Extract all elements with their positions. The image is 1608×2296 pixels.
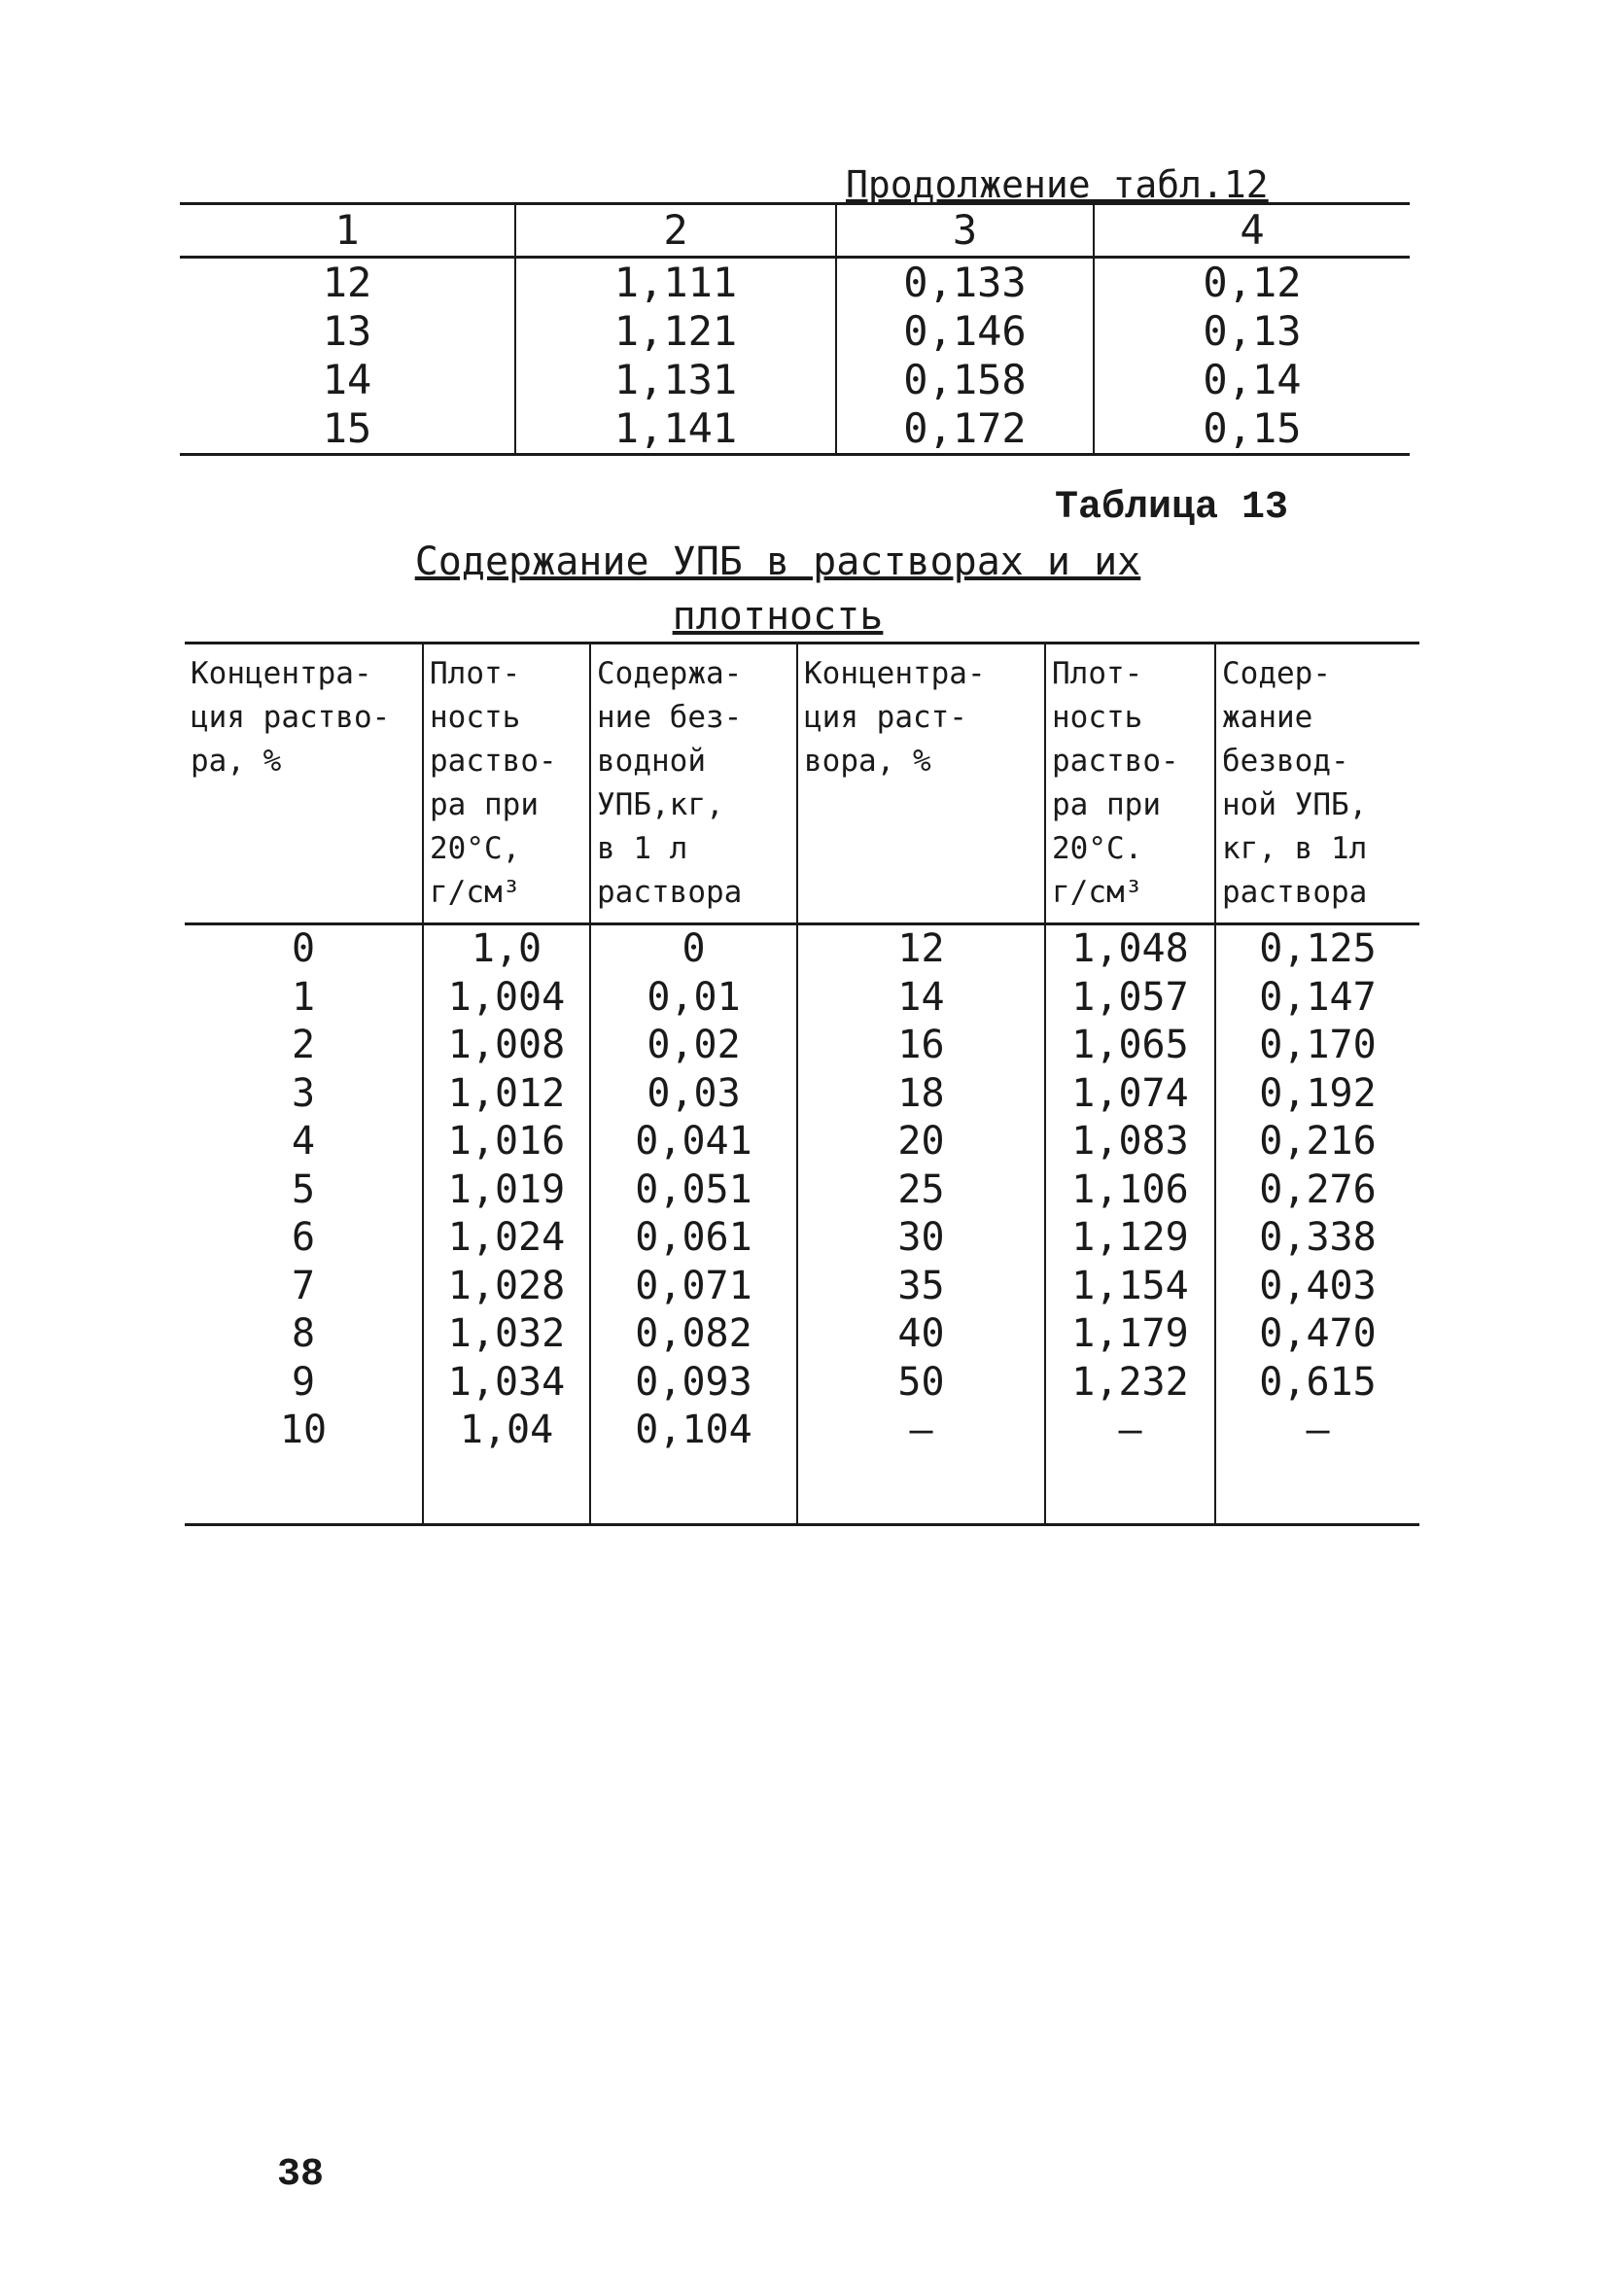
table-cell — [1215, 1455, 1419, 1525]
table-cell: 12 — [797, 924, 1045, 974]
column-header-line: вора, % — [804, 744, 931, 779]
table-cell: 0,071 — [590, 1263, 797, 1311]
table-row — [185, 1022, 1419, 1070]
table-cell: 0,338 — [1215, 1214, 1419, 1263]
table-header-row — [180, 204, 1410, 258]
column-header-line: ра при — [1052, 787, 1161, 822]
column-header-line: водной — [597, 744, 706, 779]
table-cell: 0,192 — [1215, 1070, 1419, 1119]
column-header: 3 — [836, 204, 1094, 258]
column-header: 2 — [515, 204, 836, 258]
column-header — [590, 644, 797, 924]
table-cell: 1,0 — [423, 924, 590, 974]
table-cell: 35 — [797, 1263, 1045, 1311]
table-cell: 25 — [797, 1166, 1045, 1215]
table-cell: 1,179 — [1045, 1310, 1215, 1359]
column-header-line: Содержа- — [597, 656, 743, 691]
table-row — [185, 1359, 1419, 1408]
column-header-line: г/см³ — [430, 875, 521, 910]
table-cell: 6 — [291, 1215, 316, 1260]
table-cell: 1,024 — [423, 1214, 590, 1263]
column-header-line: ность — [1052, 700, 1143, 735]
table-cell: 0,093 — [590, 1359, 797, 1408]
column-header-line: раствора — [1222, 875, 1368, 910]
table-cell: 0,01 — [590, 974, 797, 1023]
column-header-line: Концентра- — [191, 656, 372, 691]
table-row — [180, 404, 1410, 455]
column-header-line: ние без- — [597, 700, 743, 735]
table-cell: 0,104 — [590, 1407, 797, 1455]
column-header-line: УПБ,кг, — [597, 787, 724, 822]
table-cell — [185, 1455, 423, 1525]
table-cell — [423, 1455, 590, 1525]
table-cell: 1,121 — [515, 307, 836, 356]
column-header-line: раство- — [430, 744, 557, 779]
table-cell: 0,158 — [836, 356, 1094, 404]
column-header — [1045, 644, 1215, 924]
table-cell: — — [797, 1407, 1045, 1455]
table-cell — [797, 1455, 1045, 1525]
table-cell: 0,02 — [590, 1022, 797, 1070]
table-cell: 0,276 — [1215, 1166, 1419, 1215]
table-row — [185, 1070, 1419, 1119]
column-header-line: безвод- — [1222, 744, 1349, 779]
table-cell: 0,470 — [1215, 1310, 1419, 1359]
table-cell: 0,14 — [1094, 356, 1410, 404]
table-cell: 0 — [291, 926, 316, 971]
table-cell: 30 — [797, 1214, 1045, 1263]
table-header-row — [185, 644, 1419, 924]
column-header: 1 — [180, 204, 515, 258]
column-header-line: ция раство- — [191, 700, 391, 735]
table-cell: 0,051 — [590, 1166, 797, 1215]
table-cell: 1,106 — [1045, 1166, 1215, 1215]
table-cell: 14 — [322, 356, 372, 403]
table-cell: 1,048 — [1045, 924, 1215, 974]
table-cell: 7 — [291, 1263, 316, 1308]
column-header-line: 20°С, — [430, 831, 521, 866]
table-cell: 1,074 — [1045, 1070, 1215, 1119]
table-cell: 0 — [590, 924, 797, 974]
table-cell: 14 — [797, 974, 1045, 1023]
table-cell: 1,016 — [423, 1118, 590, 1166]
table-cell: 1,129 — [1045, 1214, 1215, 1263]
table-cell: 0,216 — [1215, 1118, 1419, 1166]
column-header-line: Плот- — [1052, 656, 1143, 691]
table-cell: 0,082 — [590, 1310, 797, 1359]
table-cell: 1,04 — [423, 1407, 590, 1455]
table-row — [185, 974, 1419, 1023]
column-header: 4 — [1094, 204, 1410, 258]
column-header-line: в 1 л — [597, 831, 688, 866]
table-cell: 0,172 — [836, 404, 1094, 455]
table-cell: 1,141 — [515, 404, 836, 455]
column-header-line: ра при — [430, 787, 539, 822]
table-cell: 18 — [797, 1070, 1045, 1119]
column-header-line: ция раст- — [804, 700, 967, 735]
table-cell: 10 — [279, 1408, 328, 1452]
table-cell: 1,019 — [423, 1166, 590, 1215]
table13-label: Таблица 13 — [1055, 486, 1289, 530]
table-cell: 0,03 — [590, 1070, 797, 1119]
table-cell: 0,403 — [1215, 1263, 1419, 1311]
table-cell: 0,041 — [590, 1118, 797, 1166]
table-cell: 4 — [291, 1119, 316, 1164]
table-cell: 0,13 — [1094, 307, 1410, 356]
table-cell: 1,083 — [1045, 1118, 1215, 1166]
table-cell: 1,154 — [1045, 1263, 1215, 1311]
column-header-line: Плот- — [430, 656, 521, 691]
column-header — [423, 644, 590, 924]
page-number: 38 — [277, 2153, 325, 2197]
table-cell: 0,061 — [590, 1214, 797, 1263]
column-header-line: раствора — [597, 875, 743, 910]
table-cell: 1,034 — [423, 1359, 590, 1408]
table-cell: 1,057 — [1045, 974, 1215, 1023]
table-cell: 16 — [797, 1022, 1045, 1070]
table-row — [185, 1263, 1419, 1311]
column-header-line: ра, % — [191, 744, 282, 779]
column-header-line: 20°С. — [1052, 831, 1143, 866]
column-header-line: раство- — [1052, 744, 1179, 779]
table-13 — [185, 642, 1419, 1526]
table-cell: 1,004 — [423, 974, 590, 1023]
table-cell: 1,032 — [423, 1310, 590, 1359]
table-cell: 1 — [291, 974, 316, 1020]
table-cell: 1,065 — [1045, 1022, 1215, 1070]
column-header-line: кг, в 1л — [1222, 831, 1368, 866]
table-row — [180, 356, 1410, 404]
table-cell: 50 — [797, 1359, 1045, 1408]
table-cell: 20 — [797, 1118, 1045, 1166]
table-cell — [590, 1455, 797, 1525]
table-row — [185, 1310, 1419, 1359]
table-row — [180, 258, 1410, 308]
table-cell: 0,15 — [1094, 404, 1410, 455]
table-row — [185, 924, 1419, 974]
table-cell: 12 — [322, 259, 372, 306]
table-cell: 1,232 — [1045, 1359, 1215, 1408]
column-header-line: Концентра- — [804, 656, 986, 691]
column-header — [1215, 644, 1419, 924]
table-cell: 0,147 — [1215, 974, 1419, 1023]
table-cell: 1,111 — [515, 258, 836, 308]
table-row — [185, 1118, 1419, 1166]
table-cell: 0,615 — [1215, 1359, 1419, 1408]
table-cell: 1,012 — [423, 1070, 590, 1119]
column-header-line: жание — [1222, 700, 1313, 735]
table-cell: 9 — [291, 1359, 316, 1405]
table13-title — [408, 535, 1147, 644]
table-cell: 0,133 — [836, 258, 1094, 308]
table-bottom-filler-row — [185, 1455, 1419, 1525]
table-cell: 3 — [291, 1070, 316, 1116]
table-cell: — — [1215, 1407, 1419, 1455]
table-cell: 0,125 — [1215, 924, 1419, 974]
table-cell: 2 — [291, 1023, 316, 1067]
table-cell: 1,131 — [515, 356, 836, 404]
table-cell: 0,146 — [836, 307, 1094, 356]
table-cell: 1,008 — [423, 1022, 590, 1070]
table-cell: 40 — [797, 1310, 1045, 1359]
table-12-continuation — [180, 202, 1410, 456]
table-cell: 15 — [180, 404, 515, 455]
column-header — [185, 644, 423, 924]
table-row — [185, 1166, 1419, 1215]
column-header-line: ность — [430, 700, 521, 735]
table12-continuation-caption: Продолжение табл.12 — [846, 163, 1269, 206]
column-header-line: г/см³ — [1052, 875, 1143, 910]
column-header-line: Содер- — [1222, 656, 1331, 691]
table-cell: 8 — [291, 1311, 316, 1356]
table13-title-line: Содержание УПБ в растворах и их — [414, 539, 1141, 584]
column-header — [797, 644, 1045, 924]
table-cell: 13 — [322, 307, 372, 355]
table-cell: 1,028 — [423, 1263, 590, 1311]
table-cell: 0,170 — [1215, 1022, 1419, 1070]
table13-title-line: плотность — [672, 594, 884, 639]
table-row — [180, 307, 1410, 356]
table-cell: — — [1045, 1407, 1215, 1455]
table-row — [185, 1214, 1419, 1263]
table-row — [185, 1407, 1419, 1455]
table-cell — [1045, 1455, 1215, 1525]
column-header-line: ной УПБ, — [1222, 787, 1368, 822]
table-cell: 5 — [291, 1166, 316, 1212]
table-cell: 0,12 — [1094, 258, 1410, 308]
